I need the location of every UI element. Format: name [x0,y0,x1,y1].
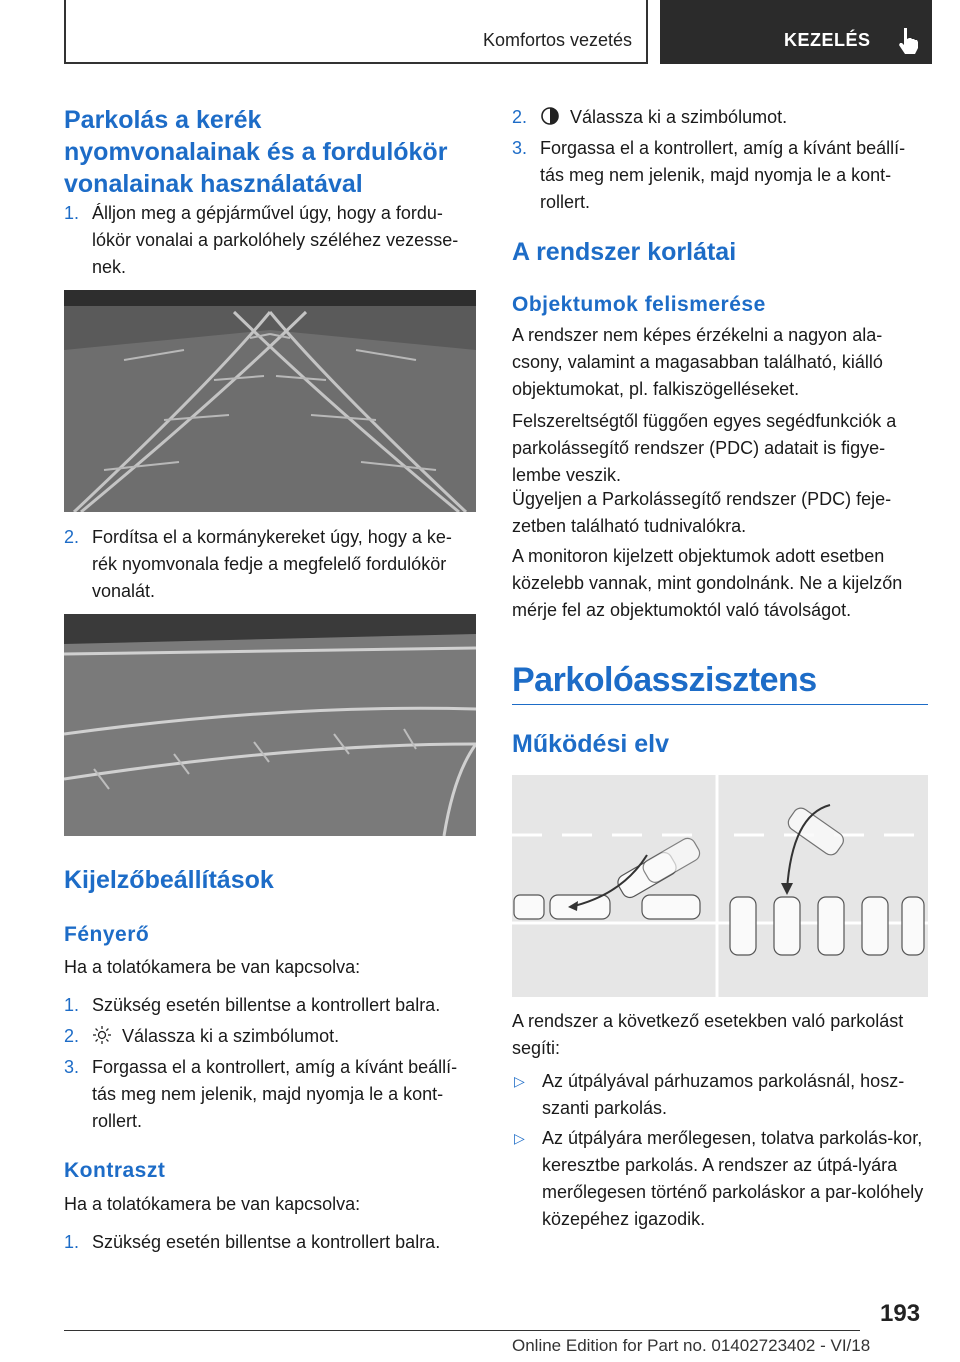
bullet-marker-icon: ▷ [514,1130,525,1146]
step-number: 3. [64,1057,80,1077]
chapter-heading-parking-assistant: Parkolóasszisztens [512,661,817,699]
step-item [64,992,476,1019]
parking-illustration [512,775,928,997]
heading-line: nyomvonalainak és a fordulókör [64,138,448,166]
bullet-item [512,1125,928,1233]
bullet-marker-icon: ▷ [514,1073,525,1089]
subsection-heading-object-detection: Objektumok felismerése [512,293,766,316]
footer-edition: Online Edition for Part no. 01402723402 - VI/18 [512,1336,871,1355]
step-number: 1. [64,203,80,223]
heading-line: Parkolás a kerék [64,106,262,134]
page-number: 193 [880,1300,921,1327]
paragraph: Ha a tolatókamera be van kapcsolva: [64,957,361,977]
step-item [64,1229,476,1256]
step-text: Forgassa el a kontrollert, amíg a kívánt beállí-tás meg nem jelenik, majd nyomja le a kont-rollert. [540,138,906,212]
paragraph: A monitoron kijelzett objektumok adott esetben közelebb vannak, mint gondolnánk. Ne a kijelzőn mérje fel az objektumoktól való távolságot. [512,546,903,620]
paragraph: A rendszer a következő esetekben való parkolást segíti: [512,1011,904,1058]
section-heading-limits: A rendszer korlátai [512,238,737,266]
header-chapter-title: KEZELÉS [784,30,871,50]
step-text-with-icon [540,104,928,131]
step-text: Forgassa el a kontrollert, amíg a kívánt beállí-tás meg nem jelenik, majd nyomja le a kont-rollert. [92,1057,458,1131]
step-text: Fordítsa el a kormánykereket úgy, hogy a ke-rék nyomvonala fedje a megfelelő fordulókör vonalát. [92,527,452,601]
section-heading-display-settings: Kijelzőbeállítások [64,866,274,894]
step-item [64,200,476,281]
hand-pointer-icon [896,26,922,56]
step-item [64,1054,476,1135]
contrast-icon [540,106,560,126]
header-section-title: Komfortos vezetés [482,30,632,50]
camera-view-image-2 [64,614,476,836]
step-number: 1. [64,1232,80,1252]
step-number: 3. [512,138,528,158]
paragraph: Ügyeljen a Parkolássegítő rendszer (PDC) feje-zetben található tudnivalókra. [512,489,892,536]
step-number: 2. [64,527,80,547]
step-item [64,524,476,605]
section-heading-parking-lines [64,104,476,200]
camera-view-image-1 [64,290,476,512]
step-item [512,135,928,216]
step-number: 2. [512,107,528,127]
paragraph: A rendszer nem képes érzékelni a nagyon ala-csony, valamint a magasabban található, kiálló objektumokat, pl. falkiszögelléseket. [512,325,883,399]
step-text: Álljon meg a gépjárművel úgy, hogy a fordu-lókör vonalai a parkolóhely széléhez vezesse-nek. [92,203,459,277]
step-number: 1. [64,995,80,1015]
header-chapter-box [660,0,932,64]
bullet-text: Az útpályával párhuzamos parkolásnál, hosz-szanti parkolás. [542,1071,905,1118]
heading-line: vonalainak használatával [64,170,363,198]
step-text: Szükség esetén billentse a kontrollert balra. [92,995,441,1015]
footer-rule [64,1330,860,1331]
header-section-box [64,0,648,64]
bullet-text: Az útpályára merőlegesen, tolatva parkolás-kor, keresztbe parkolás. A rendszer az útpá-lyára merőlegesen történő parkoláskor a par-kolóhely közepéhez igazodik. [542,1128,924,1229]
paragraph: Ha a tolatókamera be van kapcsolva: [64,1194,361,1214]
paragraph: Felszereltségtől függően egyes segédfunkciók a parkolássegítő rendszer (PDC) adatait is figye-lembe veszik. [512,411,897,485]
bullet-item [512,1068,928,1122]
step-text: Szükség esetén billentse a kontrollert balra. [92,1232,441,1252]
step-text-with-icon [92,1023,476,1050]
subsection-heading-contrast: Kontraszt [64,1159,166,1182]
sun-icon [92,1025,112,1045]
section-heading-operating-principle: Működési elv [512,730,669,758]
step-item [512,104,928,131]
subsection-heading-brightness: Fényerő [64,923,150,946]
step-number: 2. [64,1026,80,1046]
heading-rule [512,704,928,705]
step-text: Válassza ki a szimbólumot. [570,107,788,127]
step-item [64,1023,476,1050]
step-text: Válassza ki a szimbólumot. [122,1026,340,1046]
